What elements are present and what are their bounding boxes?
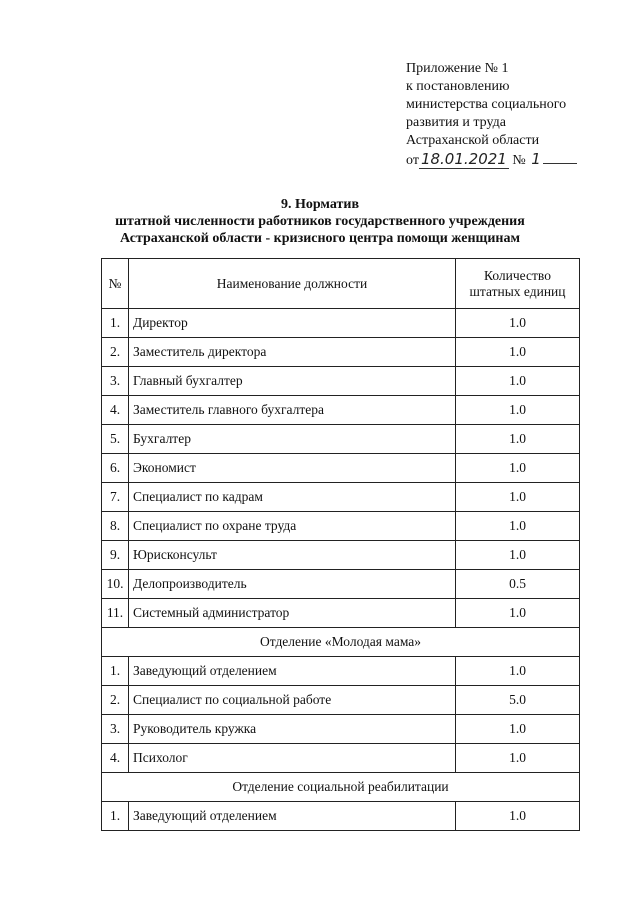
appendix-line: Астраханской области	[406, 133, 540, 148]
row-count: 1.0	[456, 512, 580, 541]
row-num: 4.	[102, 396, 129, 425]
row-count: 1.0	[456, 367, 580, 396]
row-name: Заместитель директора	[129, 338, 456, 367]
appendix-line: министерства социального	[406, 97, 567, 112]
row-count: 1.0	[456, 657, 580, 686]
row-count: 1.0	[456, 454, 580, 483]
appendix-block	[406, 60, 577, 170]
appendix-line: к постановлению	[406, 79, 510, 94]
section-title: Отделение социальной реабилитации	[102, 773, 580, 802]
row-name: Специалист по социальной работе	[129, 686, 456, 715]
appendix-line: Приложение № 1	[406, 61, 509, 76]
table-row	[102, 686, 580, 715]
section-header-row	[102, 628, 580, 657]
row-num: 8.	[102, 512, 129, 541]
header-num: №	[102, 259, 129, 309]
row-count: 1.0	[456, 715, 580, 744]
row-count: 1.0	[456, 338, 580, 367]
document-title	[0, 196, 640, 247]
row-num: 1.	[102, 657, 129, 686]
row-name: Главный бухгалтер	[129, 367, 456, 396]
title-line: 9. Норматив	[280, 197, 360, 212]
table-row	[102, 396, 580, 425]
row-num: 1.	[102, 309, 129, 338]
row-name: Специалист по кадрам	[129, 483, 456, 512]
row-count: 1.0	[456, 599, 580, 628]
row-name: Специалист по охране труда	[129, 512, 456, 541]
header-count-line: Количество	[484, 267, 551, 283]
handwritten-date: 18.01.2021	[420, 150, 507, 168]
row-count: 1.0	[456, 396, 580, 425]
row-num: 5.	[102, 425, 129, 454]
row-name: Заведующий отделением	[129, 657, 456, 686]
appendix-date-line	[406, 150, 577, 170]
row-num: 3.	[102, 367, 129, 396]
row-name: Заведующий отделением	[129, 802, 456, 831]
row-num: 2.	[102, 686, 129, 715]
row-name: Делопроизводитель	[129, 570, 456, 599]
row-num: 11.	[102, 599, 129, 628]
table-row	[102, 338, 580, 367]
row-name: Системный администратор	[129, 599, 456, 628]
header-name: Наименование должности	[129, 259, 456, 309]
row-num: 7.	[102, 483, 129, 512]
row-count: 1.0	[456, 802, 580, 831]
row-name: Психолог	[129, 744, 456, 773]
row-num: 1.	[102, 802, 129, 831]
number-underline	[543, 163, 577, 164]
row-num: 3.	[102, 715, 129, 744]
row-name: Юрисконсульт	[129, 541, 456, 570]
row-name: Директор	[129, 309, 456, 338]
handwritten-number: 1	[531, 150, 541, 168]
row-name: Заместитель главного бухгалтера	[129, 396, 456, 425]
number-label: №	[512, 153, 526, 168]
row-count: 1.0	[456, 425, 580, 454]
table-row	[102, 483, 580, 512]
table-row	[102, 541, 580, 570]
row-num: 4.	[102, 744, 129, 773]
row-count: 1.0	[456, 541, 580, 570]
title-line: Астраханской области - кризисного центра помощи женщинам	[119, 231, 521, 246]
table-row	[102, 512, 580, 541]
row-num: 10.	[102, 570, 129, 599]
row-num: 9.	[102, 541, 129, 570]
table-row	[102, 570, 580, 599]
table-row	[102, 657, 580, 686]
header-count-line: штатных единиц	[469, 283, 566, 299]
row-count: 1.0	[456, 744, 580, 773]
row-num: 6.	[102, 454, 129, 483]
table-row	[102, 744, 580, 773]
row-count: 1.0	[456, 309, 580, 338]
row-count: 5.0	[456, 686, 580, 715]
table-row	[102, 309, 580, 338]
table-header-row	[102, 259, 580, 309]
row-name: Руководитель кружка	[129, 715, 456, 744]
table-row	[102, 425, 580, 454]
row-name: Экономист	[129, 454, 456, 483]
table-row	[102, 454, 580, 483]
title-line: штатной численности работников государственного учреждения	[115, 214, 525, 229]
appendix-line: развития и труда	[406, 115, 506, 130]
row-count: 0.5	[456, 570, 580, 599]
table-row	[102, 715, 580, 744]
table-row	[102, 599, 580, 628]
row-name: Бухгалтер	[129, 425, 456, 454]
row-count: 1.0	[456, 483, 580, 512]
from-label: от	[406, 153, 419, 168]
section-title: Отделение «Молодая мама»	[102, 628, 580, 657]
table-row	[102, 367, 580, 396]
staff-table	[101, 258, 580, 831]
table-row	[102, 802, 580, 831]
row-num: 2.	[102, 338, 129, 367]
header-count	[456, 259, 580, 309]
section-header-row	[102, 773, 580, 802]
